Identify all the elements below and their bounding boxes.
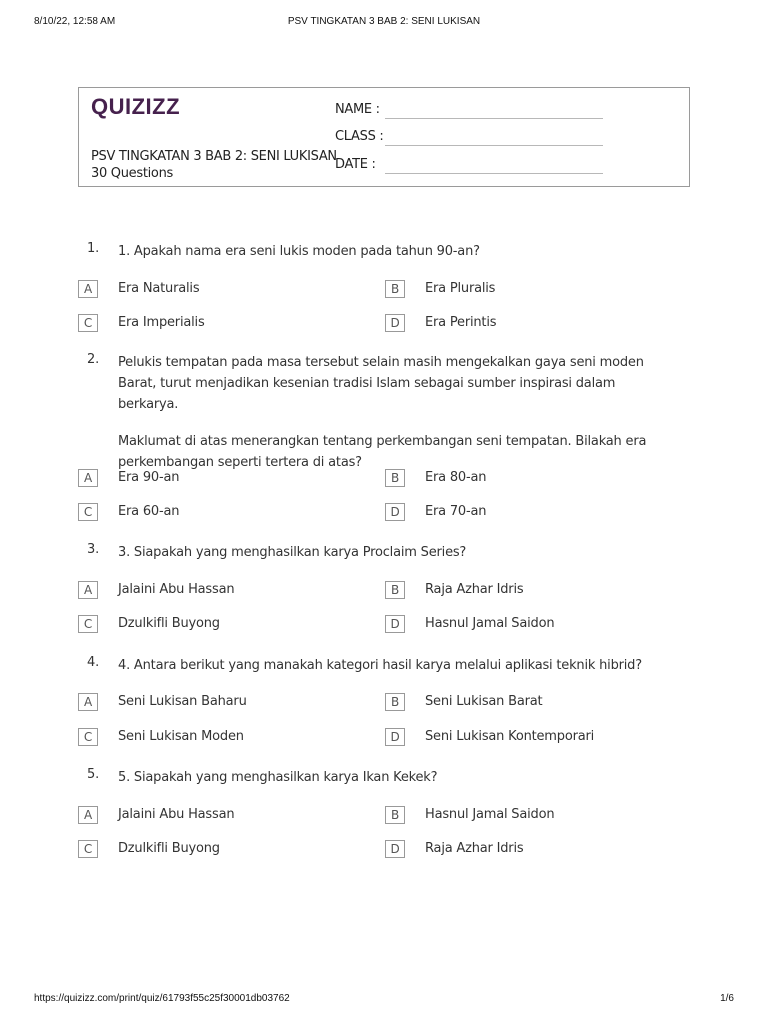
class-label: CLASS : <box>335 129 384 144</box>
option-letter: A <box>78 581 98 599</box>
option-letter: B <box>385 693 405 711</box>
name-label: NAME : <box>335 102 380 117</box>
question-paragraph: Maklumat di atas menerangkan tentang perkembangan seni tempatan. Bilakah era perkembangan seperti tertera di atas? <box>118 434 647 470</box>
option-letter: C <box>78 503 98 521</box>
option-text: Era 90-an <box>118 470 180 485</box>
option-d[interactable] <box>385 840 685 860</box>
option-c[interactable] <box>78 840 378 860</box>
option-text: Seni Lukisan Kontemporari <box>425 729 595 744</box>
page-number: 1/6 <box>720 993 734 1004</box>
option-text: Seni Lukisan Barat <box>425 694 543 709</box>
option-b[interactable] <box>385 581 685 601</box>
quiz-title: PSV TINGKATAN 3 BAB 2: SENI LUKISAN <box>91 149 337 164</box>
option-letter: A <box>78 693 98 711</box>
page-url[interactable]: https://quizizz.com/print/quiz/61793f55c25f30001db03762 <box>34 993 290 1004</box>
option-letter: B <box>385 581 405 599</box>
question-paragraph: 3. Siapakah yang menghasilkan karya Proclaim Series? <box>118 545 467 560</box>
option-letter: D <box>385 314 405 332</box>
question-text <box>118 542 678 563</box>
question-number: 3. <box>87 542 100 557</box>
option-text: Era Naturalis <box>118 281 200 296</box>
date-label: DATE : <box>335 157 376 172</box>
option-text: Era 60-an <box>118 504 180 519</box>
question-text <box>118 352 678 473</box>
option-a[interactable] <box>78 693 378 713</box>
print-footer <box>34 993 734 1007</box>
question-number: 1. <box>87 241 100 256</box>
option-letter: A <box>78 806 98 824</box>
date-line[interactable] <box>385 173 603 174</box>
option-d[interactable] <box>385 503 685 523</box>
option-a[interactable] <box>78 806 378 826</box>
print-header <box>34 16 734 30</box>
option-text: Era 70-an <box>425 504 487 519</box>
option-text: Seni Lukisan Moden <box>118 729 244 744</box>
name-field[interactable] <box>335 102 603 122</box>
question-text <box>118 767 678 788</box>
option-c[interactable] <box>78 314 378 334</box>
option-c[interactable] <box>78 503 378 523</box>
date-field[interactable] <box>335 157 603 177</box>
option-letter: B <box>385 806 405 824</box>
question-count: 30 Questions <box>91 166 173 181</box>
question-paragraph: 4. Antara berikut yang manakah kategori hasil karya melalui aplikasi teknik hibrid? <box>118 658 642 673</box>
option-text: Dzulkifli Buyong <box>118 841 220 856</box>
name-line[interactable] <box>385 118 603 119</box>
print-title: PSV TINGKATAN 3 BAB 2: SENI LUKISAN <box>287 16 481 27</box>
option-letter: C <box>78 314 98 332</box>
option-letter: D <box>385 728 405 746</box>
option-text: Era Perintis <box>425 315 497 330</box>
question-paragraph: Pelukis tempatan pada masa tersebut selain masih mengekalkan gaya seni moden Barat, turut menjadikan kesenian tradisi Islam sebagai sumber inspirasi dalam berkarya. <box>118 355 644 412</box>
option-letter: D <box>385 503 405 521</box>
option-letter: C <box>78 728 98 746</box>
option-letter: D <box>385 840 405 858</box>
option-letter: A <box>78 469 98 487</box>
option-letter: C <box>78 840 98 858</box>
option-b[interactable] <box>385 806 685 826</box>
option-text: Jalaini Abu Hassan <box>118 582 235 597</box>
option-text: Jalaini Abu Hassan <box>118 807 235 822</box>
question-number: 2. <box>87 352 100 367</box>
class-line[interactable] <box>385 145 603 146</box>
option-letter: C <box>78 615 98 633</box>
question-number: 5. <box>87 767 100 782</box>
option-text: Seni Lukisan Baharu <box>118 694 247 709</box>
option-d[interactable] <box>385 314 685 334</box>
option-c[interactable] <box>78 615 378 635</box>
option-d[interactable] <box>385 615 685 635</box>
option-b[interactable] <box>385 693 685 713</box>
option-a[interactable] <box>78 469 378 489</box>
option-b[interactable] <box>385 280 685 300</box>
option-text: Raja Azhar Idris <box>425 582 524 597</box>
option-text: Dzulkifli Buyong <box>118 616 220 631</box>
option-text: Hasnul Jamal Saidon <box>425 807 555 822</box>
quizizz-logo: QUIZIZZ <box>91 94 181 119</box>
option-a[interactable] <box>78 581 378 601</box>
option-letter: B <box>385 469 405 487</box>
option-text: Era Imperialis <box>118 315 205 330</box>
question-paragraph: 5. Siapakah yang menghasilkan karya Ikan Kekek? <box>118 770 438 785</box>
question-text <box>118 655 678 676</box>
option-letter: D <box>385 615 405 633</box>
option-text: Raja Azhar Idris <box>425 841 524 856</box>
option-b[interactable] <box>385 469 685 489</box>
option-letter: A <box>78 280 98 298</box>
option-text: Hasnul Jamal Saidon <box>425 616 555 631</box>
option-letter: B <box>385 280 405 298</box>
print-date: 8/10/22, 12:58 AM <box>34 16 116 27</box>
question-number: 4. <box>87 655 100 670</box>
option-text: Era 80-an <box>425 470 487 485</box>
question-paragraph: 1. Apakah nama era seni lukis moden pada tahun 90-an? <box>118 244 480 259</box>
option-text: Era Pluralis <box>425 281 496 296</box>
question-text <box>118 241 678 262</box>
option-c[interactable] <box>78 728 378 748</box>
class-field[interactable] <box>335 129 603 149</box>
option-a[interactable] <box>78 280 378 300</box>
option-d[interactable] <box>385 728 685 748</box>
